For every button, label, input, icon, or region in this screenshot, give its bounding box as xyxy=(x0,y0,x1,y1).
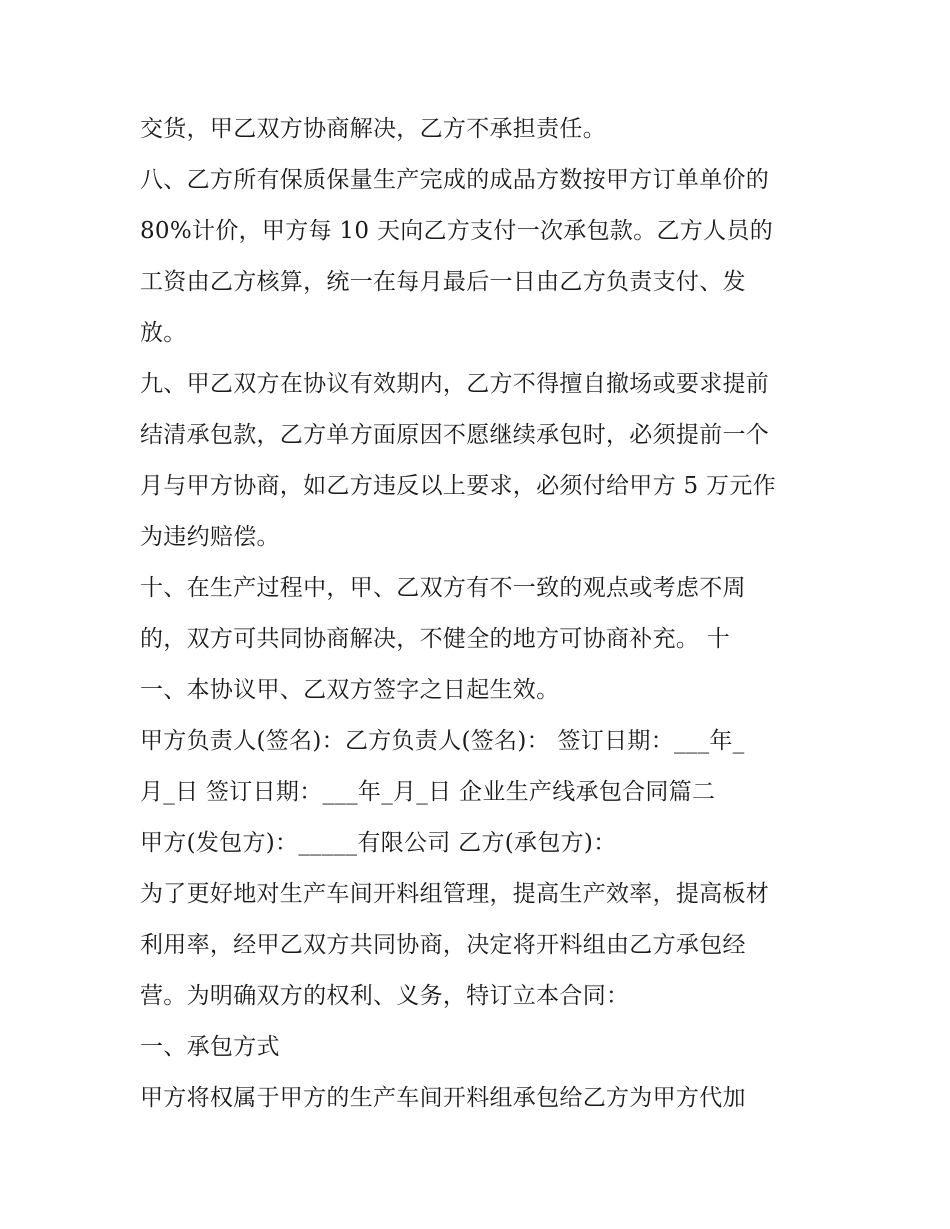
text-line: 为了更好地对生产车间开料组管理，提高生产效率，提高板材 xyxy=(140,881,770,907)
text-line: 交货，甲乙双方协商解决，乙方不承担责任。 xyxy=(140,116,606,142)
text-line: 月与甲方协商，如乙方违反以上要求，必须付给甲方 5 万元作 xyxy=(140,473,776,499)
signature-date-line: 月_日 签订日期：___年_月_日 企业生产线承包合同篇二 xyxy=(140,779,716,805)
text-line: 利用率，经甲乙双方共同协商，决定将开料组由乙方承包经 xyxy=(140,932,746,958)
document-body xyxy=(140,104,830,1124)
text-line: 九、甲乙双方在协议有效期内，乙方不得擅自撤场或要求提前 xyxy=(140,371,770,397)
text-line: 的，双方可共同协商解决，不健全的地方可协商补充。 十 xyxy=(140,626,731,652)
signature-line: 甲方负责人(签名)：乙方负责人(签名)： 签订日期：___年_ xyxy=(140,728,745,754)
text-line: 八、乙方所有保质保量生产完成的成品方数按甲方订单单价的 xyxy=(140,167,770,193)
text-line: 80%计价，甲方每 10 天向乙方支付一次承包款。乙方人员的 xyxy=(140,218,774,244)
party-line: 甲方(发包方)：_____有限公司 乙方(承包方)： xyxy=(140,830,617,856)
text-line: 为违约赔偿。 xyxy=(140,524,280,550)
text-line: 结清承包款，乙方单方面原因不愿继续承包时，必须提前一个 xyxy=(140,422,770,448)
text-line: 工资由乙方核算，统一在每月最后一日由乙方负责支付、发 xyxy=(140,269,746,295)
text-line: 放。 xyxy=(140,320,187,346)
text-line: 十、在生产过程中，甲、乙双方有不一致的观点或考虑不周 xyxy=(140,575,746,601)
section-heading: 一、承包方式 xyxy=(140,1034,280,1060)
text-line: 一、本协议甲、乙双方签字之日起生效。 xyxy=(140,677,560,703)
text-line: 甲方将权属于甲方的生产车间开料组承包给乙方为甲方代加 xyxy=(140,1085,746,1111)
text-line: 营。为明确双方的权利、义务，特订立本合同： xyxy=(140,983,630,1009)
